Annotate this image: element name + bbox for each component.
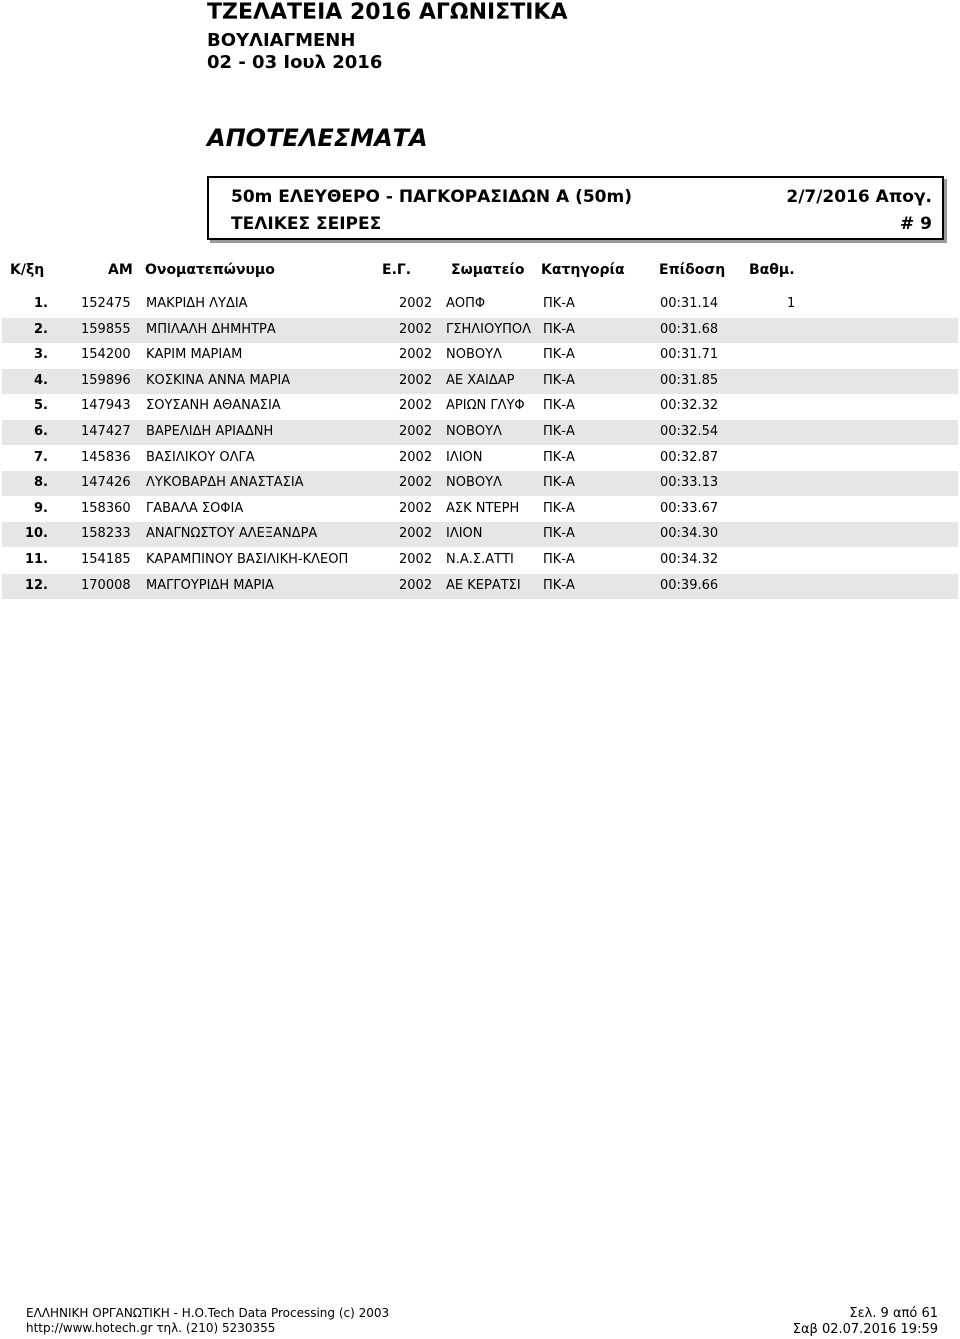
row-category: ΠΚ-Α <box>543 321 575 337</box>
row-club: ΓΣΗΛΙΟΥΠΟΛ <box>446 321 532 337</box>
col-performance: Επίδοση <box>659 262 726 278</box>
row-points: 1 <box>787 296 796 311</box>
row-am: 158233 <box>81 526 131 542</box>
row-category: ΠΚ-Α <box>543 449 575 465</box>
footer-contact: http://www.hotech.gr τηλ. (210) 5230355 <box>26 1321 276 1335</box>
row-am: 170008 <box>81 577 131 593</box>
row-name: ΒΑΡΕΛΙΔΗ ΑΡΙΑΔΝΗ <box>146 424 274 439</box>
row-category: ΠΚ-Α <box>543 526 575 542</box>
row-am: 147943 <box>81 398 131 414</box>
row-performance: 00:31.68 <box>660 321 719 337</box>
table-row <box>2 420 958 445</box>
row-performance: 00:34.30 <box>660 526 719 542</box>
row-category: ΠΚ-Α <box>543 296 575 311</box>
meet-venue: ΒΟΥΛΙΑΓΜΕΝΗ <box>207 30 356 51</box>
row-club: Ν.Α.Σ.ΑΤΤΙ <box>446 552 514 567</box>
event-name: 50m ΕΛΕΥΘΕΡΟ - ΠΑΓΚΟΡΑΣΙΔΩΝ Α (50m) <box>231 187 632 207</box>
row-yob: 2002 <box>399 347 433 363</box>
table-row <box>2 446 958 471</box>
event-date: 2/7/2016 Απογ. <box>786 187 932 207</box>
row-performance: 00:31.85 <box>660 372 719 388</box>
row-am: 147427 <box>81 424 131 439</box>
table-row <box>2 318 958 343</box>
row-club: ΑΡΙΩΝ ΓΛΥΦ <box>446 398 525 414</box>
footer-page: Σελ. 9 από 61 <box>849 1306 938 1321</box>
row-am: 159896 <box>81 372 131 388</box>
row-rank: 1. <box>34 296 48 311</box>
row-performance: 00:33.67 <box>660 500 719 516</box>
row-rank: 7. <box>34 449 48 465</box>
row-rank: 8. <box>34 475 48 491</box>
row-yob: 2002 <box>399 296 433 311</box>
table-row <box>2 497 958 522</box>
row-name: ΣΟΥΣΑΝΗ ΑΘΑΝΑΣΙΑ <box>146 398 281 414</box>
row-category: ΠΚ-Α <box>543 424 575 439</box>
row-club: ΝΟΒΟΥΛ <box>446 475 502 491</box>
row-name: ΚΑΡΙΜ ΜΑΡΙΑΜ <box>146 347 243 363</box>
row-yob: 2002 <box>399 372 433 388</box>
col-points: Βαθμ. <box>749 262 795 278</box>
row-club: ΝΟΒΟΥΛ <box>446 424 502 439</box>
table-row <box>2 574 958 599</box>
row-club: ΑΕ ΧΑΙΔΑΡ <box>446 372 515 388</box>
col-yob: Ε.Γ. <box>382 262 412 278</box>
table-row <box>2 471 958 496</box>
row-name: ΚΟΣΚΙΝΑ ΑΝΝΑ ΜΑΡΙΑ <box>146 372 291 388</box>
row-category: ΠΚ-Α <box>543 398 575 414</box>
row-category: ΠΚ-Α <box>543 577 575 593</box>
event-heat: # 9 <box>900 214 932 234</box>
row-am: 154185 <box>81 552 131 567</box>
row-am: 159855 <box>81 321 131 337</box>
meet-dates: 02 - 03 Ιουλ 2016 <box>207 52 383 73</box>
row-club: ΑΕ ΚΕΡΑΤΣΙ <box>446 577 521 593</box>
row-am: 147426 <box>81 475 131 491</box>
row-name: ΑΝΑΓΝΩΣΤΟΥ ΑΛΕΞΑΝΔΡΑ <box>146 526 318 542</box>
table-row <box>2 548 958 573</box>
table-row <box>2 394 958 419</box>
table-row <box>2 292 958 317</box>
row-rank: 4. <box>34 372 48 388</box>
row-yob: 2002 <box>399 424 433 439</box>
row-club: ΙΛΙΟΝ <box>446 526 483 542</box>
row-rank: 3. <box>34 347 48 363</box>
row-club: ΑΟΠΦ <box>446 296 486 311</box>
row-performance: 00:34.32 <box>660 552 719 567</box>
row-rank: 9. <box>34 500 48 516</box>
row-category: ΠΚ-Α <box>543 347 575 363</box>
row-rank: 5. <box>34 398 48 414</box>
row-category: ΠΚ-Α <box>543 475 575 491</box>
row-category: ΠΚ-Α <box>543 372 575 388</box>
event-box <box>207 176 944 240</box>
row-yob: 2002 <box>399 526 433 542</box>
event-round: ΤΕΛΙΚΕΣ ΣΕΙΡΕΣ <box>231 214 382 234</box>
row-name: ΜΑΓΓΟΥΡΙΔΗ ΜΑΡΙΑ <box>146 577 274 593</box>
row-yob: 2002 <box>399 449 433 465</box>
table-row <box>2 369 958 394</box>
row-name: ΚΑΡΑΜΠΙΝΟΥ ΒΑΣΙΛΙΚΗ-ΚΛΕΟΠ <box>146 552 349 567</box>
table-row <box>2 343 958 368</box>
row-performance: 00:31.14 <box>660 296 719 311</box>
row-am: 154200 <box>81 347 131 363</box>
footer-printed: Σαβ 02.07.2016 19:59 <box>792 1322 938 1337</box>
col-rank: Κ/ξη <box>10 262 45 278</box>
row-rank: 2. <box>34 321 48 337</box>
row-am: 152475 <box>81 296 131 311</box>
col-name: Ονοματεπώνυμο <box>145 262 275 278</box>
col-club: Σωματείο <box>451 262 525 278</box>
row-am: 145836 <box>81 449 131 465</box>
row-yob: 2002 <box>399 398 433 414</box>
row-club: ΙΛΙΟΝ <box>446 449 483 465</box>
meet-title: ΤΖΕΛΑΤΕΙΑ 2016 ΑΓΩΝΙΣΤΙΚΑ <box>207 0 568 25</box>
row-yob: 2002 <box>399 500 433 516</box>
row-yob: 2002 <box>399 321 433 337</box>
row-name: ΜΑΚΡΙΔΗ ΛΥΔΙΑ <box>146 296 248 311</box>
row-yob: 2002 <box>399 577 433 593</box>
row-performance: 00:33.13 <box>660 475 719 491</box>
results-heading: ΑΠΟΤΕΛΕΣΜΑΤΑ <box>207 124 428 152</box>
row-performance: 00:32.54 <box>660 424 719 439</box>
row-name: ΓΑΒΑΛΑ ΣΟΦΙΑ <box>146 500 244 516</box>
col-am: ΑΜ <box>108 262 133 278</box>
row-performance: 00:39.66 <box>660 577 719 593</box>
row-yob: 2002 <box>399 552 433 567</box>
table-row <box>2 522 958 547</box>
row-name: ΛΥΚΟΒΑΡΔΗ ΑΝΑΣΤΑΣΙΑ <box>146 475 304 491</box>
row-name: ΒΑΣΙΛΙΚΟΥ ΟΛΓΑ <box>146 449 255 465</box>
row-am: 158360 <box>81 500 131 516</box>
row-name: ΜΠΙΛΑΛΗ ΔΗΜΗΤΡΑ <box>146 321 276 337</box>
row-performance: 00:32.87 <box>660 449 719 465</box>
row-performance: 00:32.32 <box>660 398 719 414</box>
row-performance: 00:31.71 <box>660 347 719 363</box>
row-rank: 10. <box>24 526 48 542</box>
row-category: ΠΚ-Α <box>543 500 575 516</box>
row-category: ΠΚ-Α <box>543 552 575 567</box>
col-category: Κατηγορία <box>541 262 625 278</box>
footer-org: ΕΛΛΗΝΙΚΗ ΟΡΓΑΝΩΤΙΚΗ - Η.Ο.Tech Data Processing (c) 2003 <box>26 1306 390 1320</box>
row-club: ΑΣΚ ΝΤΕΡΗ <box>446 500 520 516</box>
row-rank: 6. <box>34 424 48 439</box>
row-yob: 2002 <box>399 475 433 491</box>
row-rank: 11. <box>24 552 48 567</box>
row-rank: 12. <box>24 577 48 593</box>
row-club: ΝΟΒΟΥΛ <box>446 347 502 363</box>
